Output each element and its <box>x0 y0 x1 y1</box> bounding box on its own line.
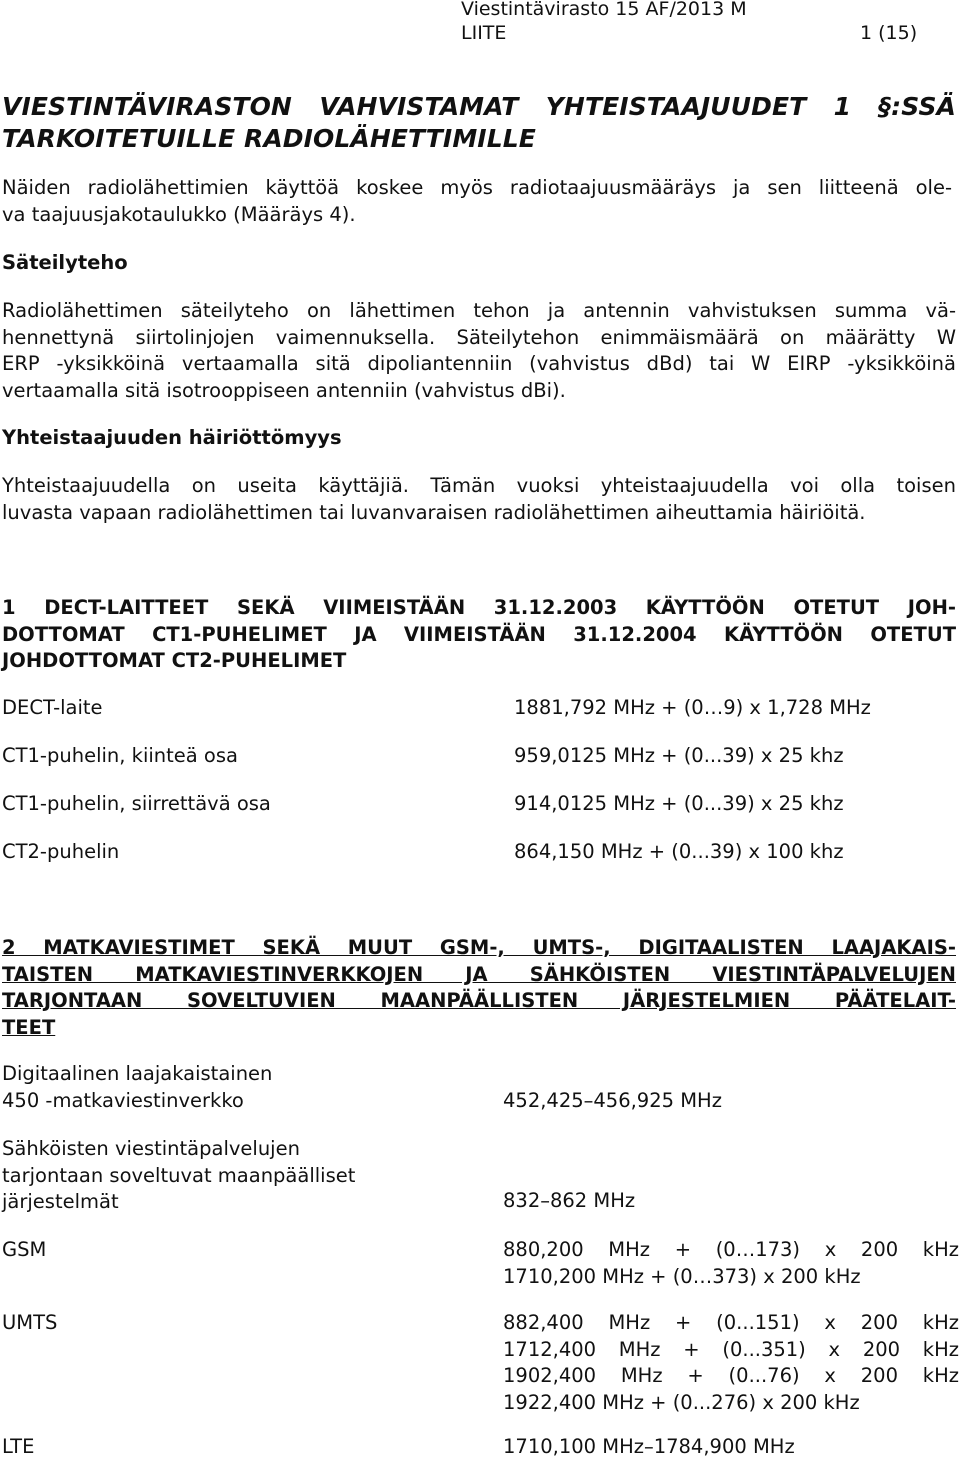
section-1-heading <box>2 595 958 675</box>
section-2-frequency-line: 1710,200 MHz + (0…373) x 200 kHz <box>503 1264 861 1288</box>
interference-paragraph <box>2 473 958 526</box>
page-number: 1 (15) <box>860 22 918 44</box>
attachment-label: LIITE <box>461 22 507 44</box>
intro-line: va taajuusjakotaulukko (Määräys 4). <box>2 202 356 226</box>
section-2-frequency: 832–862 MHz <box>503 1189 636 1212</box>
section-2-device <box>2 1061 272 1114</box>
section-1-frequency: 1881,792 MHz + (0…9) x 1,728 MHz <box>514 696 871 719</box>
section-2-device: GSM <box>2 1238 47 1261</box>
power-line: ERP -yksikköinä vertaamalla sitä dipoliantenniin (vahvistus dBd) tai W EIRP -yksikköinä <box>2 352 956 375</box>
power-heading: Säteilyteho <box>2 251 128 274</box>
section-2-frequency: 1710,100 MHz–1784,900 MHz <box>503 1435 795 1458</box>
section-1-device: CT1-puhelin, kiinteä osa <box>2 744 238 767</box>
section-1-device: CT1-puhelin, siirrettävä osa <box>2 792 271 815</box>
section-1-frequency: 914,0125 MHz + (0...39) x 25 khz <box>514 792 844 815</box>
section-2-heading <box>2 935 958 1041</box>
section-2-device-line: järjestelmät <box>2 1190 119 1213</box>
section-1-heading-line: 1 DECT-LAITTEET SEKÄ VIIMEISTÄÄN 31.12.2003 KÄYTTÖÖN OTETUT JOH- <box>2 596 956 619</box>
interference-line: Yhteistaajuudella on useita käyttäjiä. Tämän vuoksi yhteistaajuudella voi olla toisen <box>2 474 956 497</box>
section-2-device <box>2 1136 355 1216</box>
section-2-frequency-line: 1922,400 MHz + (0...276) x 200 kHz <box>503 1390 860 1414</box>
section-2-device-line: Sähköisten viestintäpalvelujen <box>2 1137 300 1160</box>
section-1-heading-line: JOHDOTTOMAT CT2-PUHELIMET <box>2 649 347 672</box>
power-line: vertaamalla sitä isotrooppiseen antenniin (vahvistus dBi). <box>2 378 566 402</box>
section-2-heading-line: TEET <box>2 1015 56 1039</box>
section-2-heading-line: 2 MATKAVIESTIMET SEKÄ MUUT GSM-, UMTS-, DIGITAALISTEN LAAJAKAIS- <box>2 936 956 959</box>
section-1-frequency: 864,150 MHz + (0...39) x 100 khz <box>514 840 844 863</box>
section-2-device-line: Digitaalinen laajakaistainen <box>2 1062 273 1085</box>
document-reference: Viestintävirasto 15 AF/2013 M <box>461 0 747 20</box>
page-title-line-2: TARKOITETUILLE RADIOLÄHETTIMILLE <box>2 124 536 153</box>
power-paragraph <box>2 298 958 404</box>
section-2-heading-line: TARJONTAAN SOVELTUVIEN MAANPÄÄLLISTEN JÄRJESTELMIEN PÄÄTELAIT- <box>2 989 956 1012</box>
section-2-frequency: 452,425–456,925 MHz <box>503 1089 722 1112</box>
intro-line: Näiden radiolähettimien käyttöä koskee myös radiotaajuusmääräys ja sen liitteenä ole- <box>2 176 952 199</box>
page-title-line-1: VIESTINTÄVIRASTON VAHVISTAMAT YHTEISTAAJUUDET 1 §:SSÄ <box>2 92 956 121</box>
section-1-frequency: 959,0125 MHz + (0...39) x 25 khz <box>514 744 844 767</box>
section-2-device: LTE <box>2 1435 35 1458</box>
interference-line: luvasta vapaan radiolähettimen tai luvanvaraisen radiolähettimen aiheuttamia häiriöitä. <box>2 500 866 524</box>
section-2-frequency-line: 1902,400 MHz + (0...76) x 200 kHz <box>503 1364 959 1387</box>
power-line: Radiolähettimen säteilyteho on lähettimen tehon ja antennin vahvistuksen summa vä- <box>2 299 956 322</box>
section-2-frequency-line: 1712,400 MHz + (0...351) x 200 kHz <box>503 1337 959 1361</box>
section-2-frequency <box>503 1310 959 1416</box>
power-line: hennettynä siirtolinjojen vaimennuksella. Säteilytehon enimmäismäärä on määrätty W <box>2 325 956 349</box>
intro-paragraph <box>2 175 958 228</box>
interference-heading: Yhteistaajuuden häiriöttömyys <box>2 426 342 449</box>
section-2-device-line: 450 -matkaviestinverkko <box>2 1088 244 1112</box>
section-1-device: CT2-puhelin <box>2 840 120 863</box>
section-1-device: DECT-laite <box>2 696 103 719</box>
section-2-frequency-line: 882,400 MHz + (0...151) x 200 kHz <box>503 1311 959 1334</box>
section-1-heading-line: DOTTOMAT CT1-PUHELIMET JA VIIMEISTÄÄN 31.12.2004 KÄYTTÖÖN OTETUT <box>2 622 956 646</box>
section-2-device-line: tarjontaan soveltuvat maanpäälliset <box>2 1163 356 1187</box>
section-2-frequency-line: 880,200 MHz + (0…173) x 200 kHz <box>503 1238 959 1261</box>
section-2-device: UMTS <box>2 1311 58 1334</box>
section-2-heading-line: TAISTEN MATKAVIESTINVERKKOJEN JA SÄHKÖISTEN VIESTINTÄPALVELUJEN <box>2 962 956 986</box>
section-2-frequency <box>503 1237 959 1290</box>
